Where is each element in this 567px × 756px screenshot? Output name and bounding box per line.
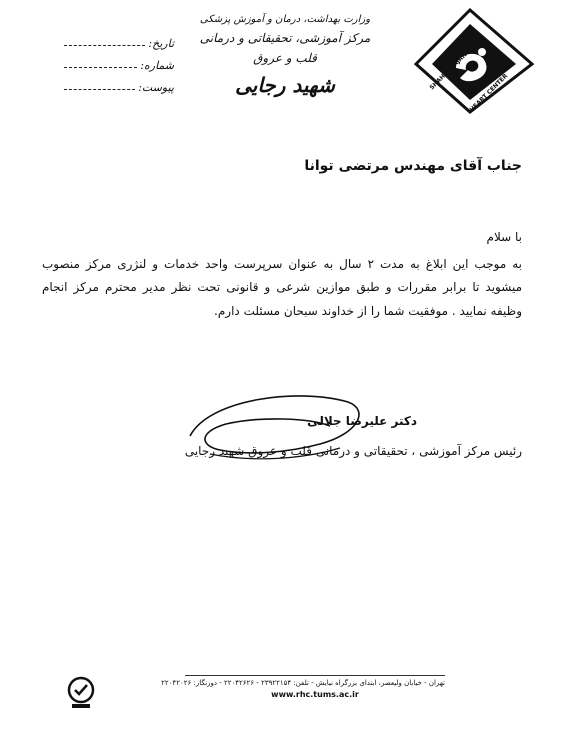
date-line bbox=[64, 44, 145, 46]
ministry-name: وزارت بهداشت، درمان و آموزش پزشکی bbox=[199, 14, 371, 25]
logo-text-side: HEART CENTER bbox=[468, 72, 510, 114]
addressee: جناب آقای مهندس مرتضی توانا bbox=[304, 158, 522, 174]
attachment-line bbox=[64, 88, 135, 90]
footer-divider bbox=[185, 675, 445, 676]
body-paragraph: به موجب این ابلاغ به مدت ۲ سال به عنوان سرپرست واحد خدمات و لنژری مرکز منصوب میشوید تا برابر مقررات و طبق موازین شرعی و قانونی تحت نظر مدیر محترم مرکز انجام وظیفه نمایید . موفقیت شما را از خداوند سبحان مسئلت دارم. bbox=[42, 256, 522, 318]
attachment-label: پیوست: bbox=[138, 81, 174, 94]
letter-meta-fields bbox=[64, 28, 174, 94]
greeting: با سلام bbox=[486, 230, 522, 244]
date-field bbox=[64, 28, 174, 50]
heart-center-logo-icon bbox=[406, 8, 536, 114]
letterhead bbox=[190, 12, 380, 102]
hospital-name: شهید رجایی bbox=[235, 73, 335, 97]
date-label: تاریخ: bbox=[148, 37, 174, 50]
certification-mark-icon bbox=[66, 676, 96, 710]
letter-body bbox=[42, 226, 522, 323]
signatory-name: دکتر علیرضا جلالی bbox=[307, 414, 417, 428]
attachment-field bbox=[64, 72, 174, 94]
number-field bbox=[64, 50, 174, 72]
number-label: شماره: bbox=[140, 59, 174, 72]
logo-text-top: SHAHID RAJAIE bbox=[428, 50, 470, 92]
footer-website: www.rhc.tums.ac.ir bbox=[271, 690, 359, 699]
signatory-title: رئیس مرکز آموزشی ، تحقیقاتی و درمانی قلب و عروق شهید رجایی bbox=[184, 444, 522, 458]
number-line bbox=[64, 66, 137, 68]
footer-address: تهران - خیابان ولیعصر، ابتدای بزرگراه نیایش - تلفن: ۲۳۹۲۲۱۵۴ - ۲۲۰۴۲۶۲۶ - دورنگار: ۲۲۰۴۲۰۲۶ bbox=[161, 679, 445, 687]
center-name: مرکز آموزشی، تحقیقاتی و درمانی قلب و عروق bbox=[199, 31, 371, 65]
